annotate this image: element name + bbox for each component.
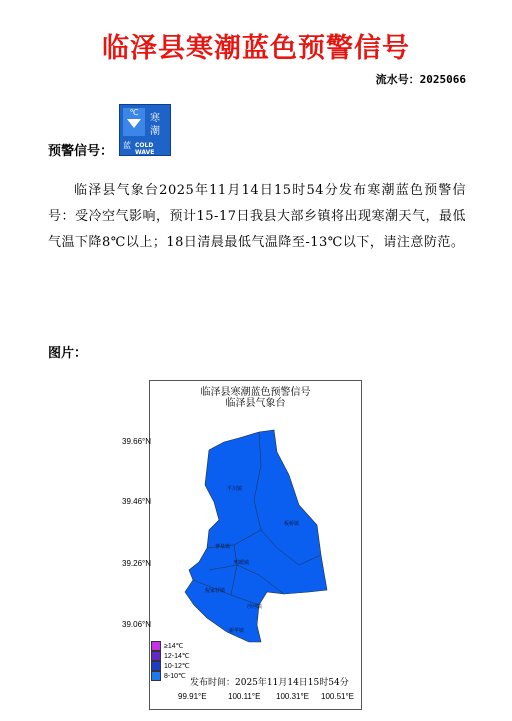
warning-paragraph: 临泽县气象台2025年11月14日15时54分发布寒潮蓝色预警信号：受冷空气影响，预计15-17日我县大部乡镇将出现寒潮天气，最低气温下降8℃以上；18日清晨最低气温降至-13℃以下，请注意防范。: [48, 183, 466, 250]
legend-swatch: [151, 661, 161, 671]
down-arrow-icon: [127, 119, 141, 128]
badge-text-1: 寒: [150, 113, 160, 124]
legend-item: ≥14℃: [151, 641, 190, 651]
lon-label-2: 100.11°E: [228, 692, 261, 701]
lat-label-4: 39.06°N: [122, 620, 151, 629]
badge-english: COLD WAVE: [135, 142, 155, 156]
legend-item: 8-10℃: [151, 671, 190, 681]
lon-label-3: 100.31°E: [276, 692, 310, 701]
town-label-4: 鸭暖镇: [234, 560, 250, 566]
town-label-6: 沙河镇: [247, 604, 263, 610]
badge-unit: ℃: [129, 108, 139, 117]
lat-label-3: 39.26°N: [122, 559, 151, 568]
map-title: 临泽县寒潮蓝色预警信号: [200, 387, 311, 398]
legend-swatch: [151, 671, 161, 681]
county-shape: [185, 430, 327, 642]
town-label-3: 蓼泉镇: [215, 544, 231, 550]
publish-time: 发布时间：2025年11月14日15时54分: [190, 678, 349, 688]
signal-label: 预警信号：: [48, 144, 114, 159]
picture-label: 图片：: [48, 346, 88, 361]
serial-number: 流水号：2025066: [375, 73, 466, 86]
town-label-1: 平川镇: [227, 486, 243, 492]
page-title: 临泽县寒潮蓝色预警信号: [102, 33, 410, 64]
cold-wave-blue-badge-icon: [119, 104, 171, 156]
thermometer-icon: [123, 108, 145, 136]
legend-swatch: [151, 641, 161, 651]
badge-text-2: 潮: [150, 126, 160, 137]
legend-item: 10-12℃: [151, 661, 190, 671]
legend-item: 12-14℃: [151, 651, 190, 661]
lat-label-2: 39.46°N: [122, 497, 151, 506]
badge-level: 蓝: [123, 141, 131, 150]
lon-label-4: 100.51°E: [321, 692, 355, 701]
town-label-5: 倪家营镇: [205, 588, 226, 594]
town-label-7: 新华镇: [229, 628, 245, 634]
lat-label-1: 39.66°N: [122, 437, 151, 446]
map-subtitle: 临泽县气象台: [225, 398, 286, 409]
legend-swatch: [151, 651, 161, 661]
lon-label-1: 99.91°E: [178, 692, 207, 701]
map-legend: [151, 641, 190, 681]
town-label-2: 板桥镇: [284, 521, 300, 527]
